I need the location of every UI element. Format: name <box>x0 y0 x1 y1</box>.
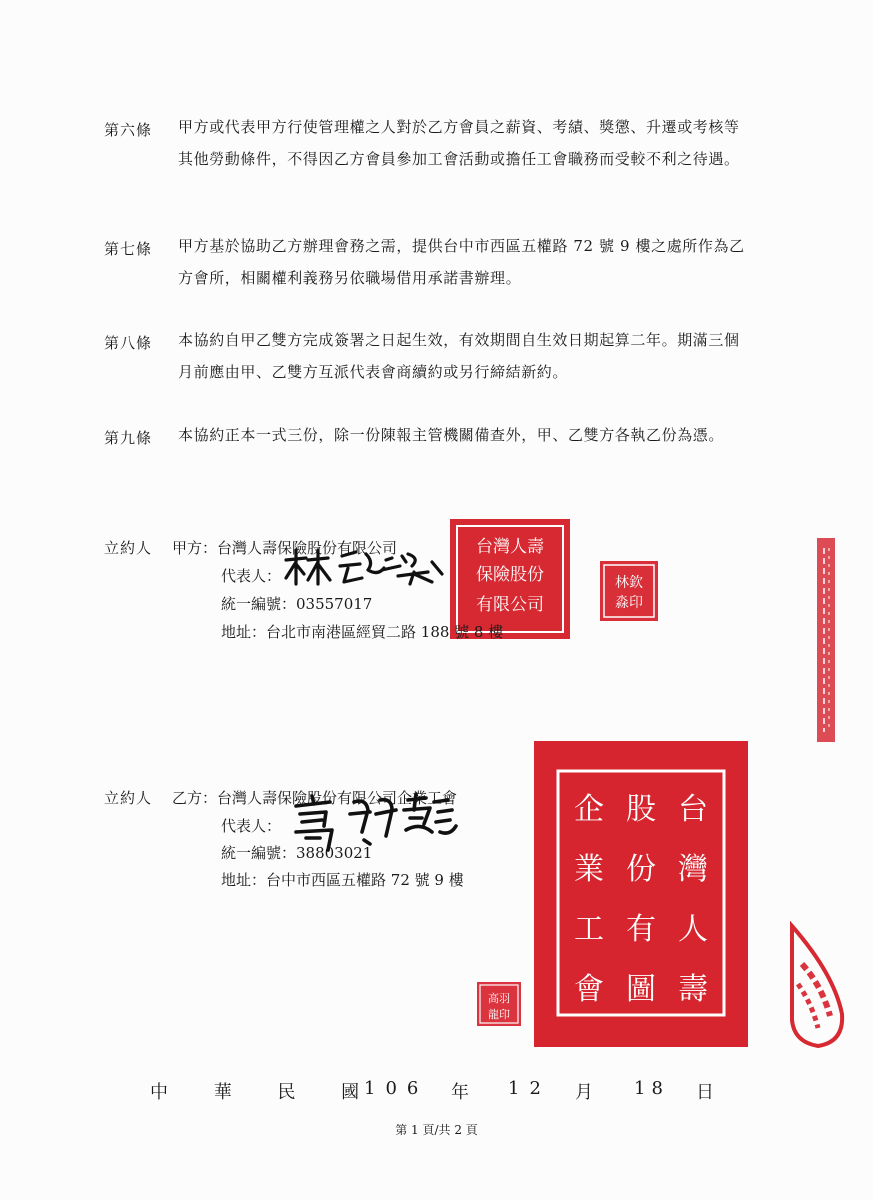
straddle-seal-bottom <box>788 924 846 1048</box>
seal-text: 淼印 <box>615 595 643 611</box>
date-day-unit: 日 <box>696 1082 714 1103</box>
seal-text: 股 <box>626 792 656 827</box>
seal-text: 會 <box>574 972 604 1007</box>
representative-label: 代表人： <box>221 817 282 835</box>
party-label: 立約人 <box>104 539 153 557</box>
seal-text: 業 <box>574 852 604 887</box>
date-month: 12 <box>508 1078 551 1099</box>
seal-text: 工 <box>574 912 604 947</box>
seal-text: 圖 <box>626 972 656 1007</box>
party-label: 立約人 <box>104 789 153 807</box>
party-b-company-seal <box>534 741 748 1047</box>
seal-text: 台 <box>678 792 708 827</box>
seal-text: 人 <box>678 912 708 947</box>
straddle-seal-top <box>817 538 835 742</box>
article-text: 本協約自甲乙雙方完成簽署之日起生效，有效期間自生效日期起算二年。期滿三個月前應由甲、乙雙方互派代表會商續約或另行締結新約。 <box>178 331 740 381</box>
date-year-unit: 年 <box>451 1082 469 1103</box>
article-label: 第六條 <box>104 121 153 139</box>
seal-text: 壽 <box>678 972 708 1007</box>
seal-text: 台灣人壽 <box>476 537 544 557</box>
address: 地址：台中市西區五權路 72 號 9 樓 <box>221 871 464 889</box>
seal-text: 企 <box>574 792 604 827</box>
address: 地址：台北市南港區經貿二路 188 號 8 樓 <box>221 623 504 641</box>
party-a-signature <box>282 548 450 590</box>
party-b-rep-seal <box>476 981 522 1027</box>
seal-text: 保險股份 <box>476 565 544 585</box>
seal-text: 龍印 <box>488 1008 510 1021</box>
party-name: 乙方：台灣人壽保險股份有限公司企業工會 <box>172 789 458 807</box>
date-day: 18 <box>634 1078 669 1099</box>
seal-text: 有 <box>626 912 656 947</box>
date-era: 中 華 民 國 <box>150 1082 380 1103</box>
date-month-unit: 月 <box>575 1082 593 1103</box>
article-label: 第七條 <box>104 240 153 258</box>
party-b-signature <box>290 792 458 854</box>
seal-text: 高羽 <box>488 992 510 1005</box>
article-text: 甲方或代表甲方行使管理權之人對於乙方會員之薪資、考績、獎懲、升遷或考核等其他勞動條件，不得因乙方會員參加工會活動或擔任工會職務而受較不利之待遇。 <box>178 118 740 168</box>
tax-id: 統一編號：38803021 <box>221 844 373 862</box>
seal-text: 份 <box>626 852 656 887</box>
article-label: 第八條 <box>104 334 153 352</box>
article-text: 甲方基於協助乙方辦理會務之需，提供台中市西區五權路 72 號 9 樓之處所作為乙方會所，相關權利義務另依職場借用承諾書辦理。 <box>178 237 745 287</box>
party-name: 甲方：台灣人壽保險股份有限公司 <box>172 539 398 557</box>
party-a-rep-seal <box>599 560 659 622</box>
article-label: 第九條 <box>104 429 153 447</box>
article-text: 本協約正本一式三份，除一份陳報主管機關備查外，甲、乙雙方各執乙份為憑。 <box>178 426 725 444</box>
seal-text: 有限公司 <box>476 595 544 615</box>
tax-id: 統一編號：03557017 <box>221 595 373 613</box>
page-number: 第 1 頁/共 2 頁 <box>395 1123 478 1137</box>
seal-text: 灣 <box>678 852 708 887</box>
date-year: 106 <box>364 1078 429 1099</box>
seal-text: 林欽 <box>615 575 643 591</box>
representative-label: 代表人： <box>221 567 282 585</box>
